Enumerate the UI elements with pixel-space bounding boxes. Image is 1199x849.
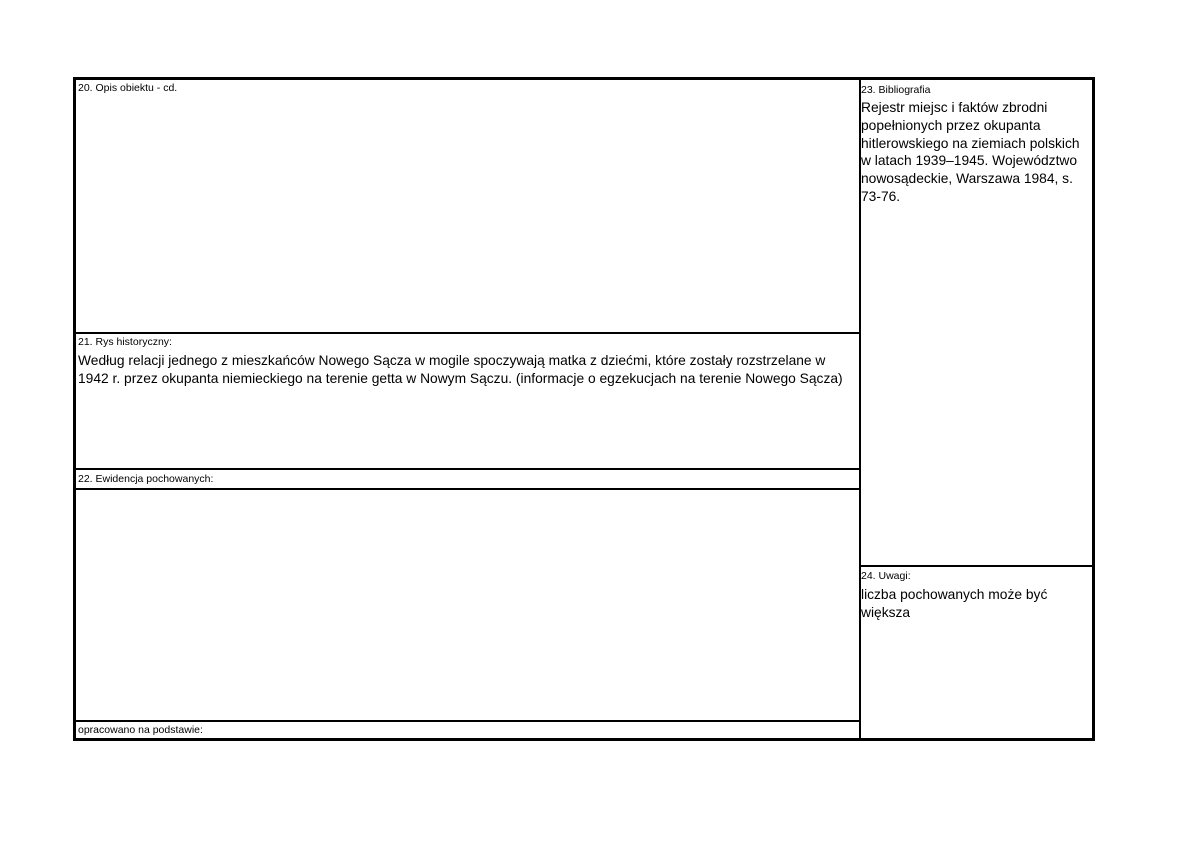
form-frame [73,77,1095,741]
uwagi-section [861,567,1095,738]
ewidencja-label: 22. Ewidencja pochowanych: [78,473,214,485]
opis-obiektu-section [76,80,859,332]
rys-historyczny-section [76,333,859,468]
uwagi-text: liczba pochowanych może być większa [861,587,1048,620]
opracowano-section [76,721,859,738]
bibliografia-label: 23. Bibliografia [861,84,931,96]
rys-historyczny-text: Według relacji jednego z mieszkańców Nowego Sącza w mogile spoczywają matka z dziećmi, które zostały rozstrzelane w 1942 r. przez okupanta niemieckiego na terenie getta w Nowym Sączu. (informacje o egzekucjach na terenie Nowego Sącza) [78,353,843,386]
rys-historyczny-label: 21. Rys historyczny: [78,336,172,348]
opis-obiektu-label: 20. Opis obiektu - cd. [78,82,178,94]
opracowano-label: opracowano na podstawie: [78,724,203,736]
bibliografia-text: Rejestr miejsc i faktów zbrodni popełnionych przez okupanta hitlerowskiego na ziemiach polskich w latach 1939–1945. Województwo nowosądeckie, Warszawa 1984, s. 73-76. [861,100,1080,204]
uwagi-label: 24. Uwagi: [861,570,911,582]
bibliografia-section [861,80,1095,565]
ewidencja-header [76,469,859,488]
ewidencja-body [76,489,859,720]
